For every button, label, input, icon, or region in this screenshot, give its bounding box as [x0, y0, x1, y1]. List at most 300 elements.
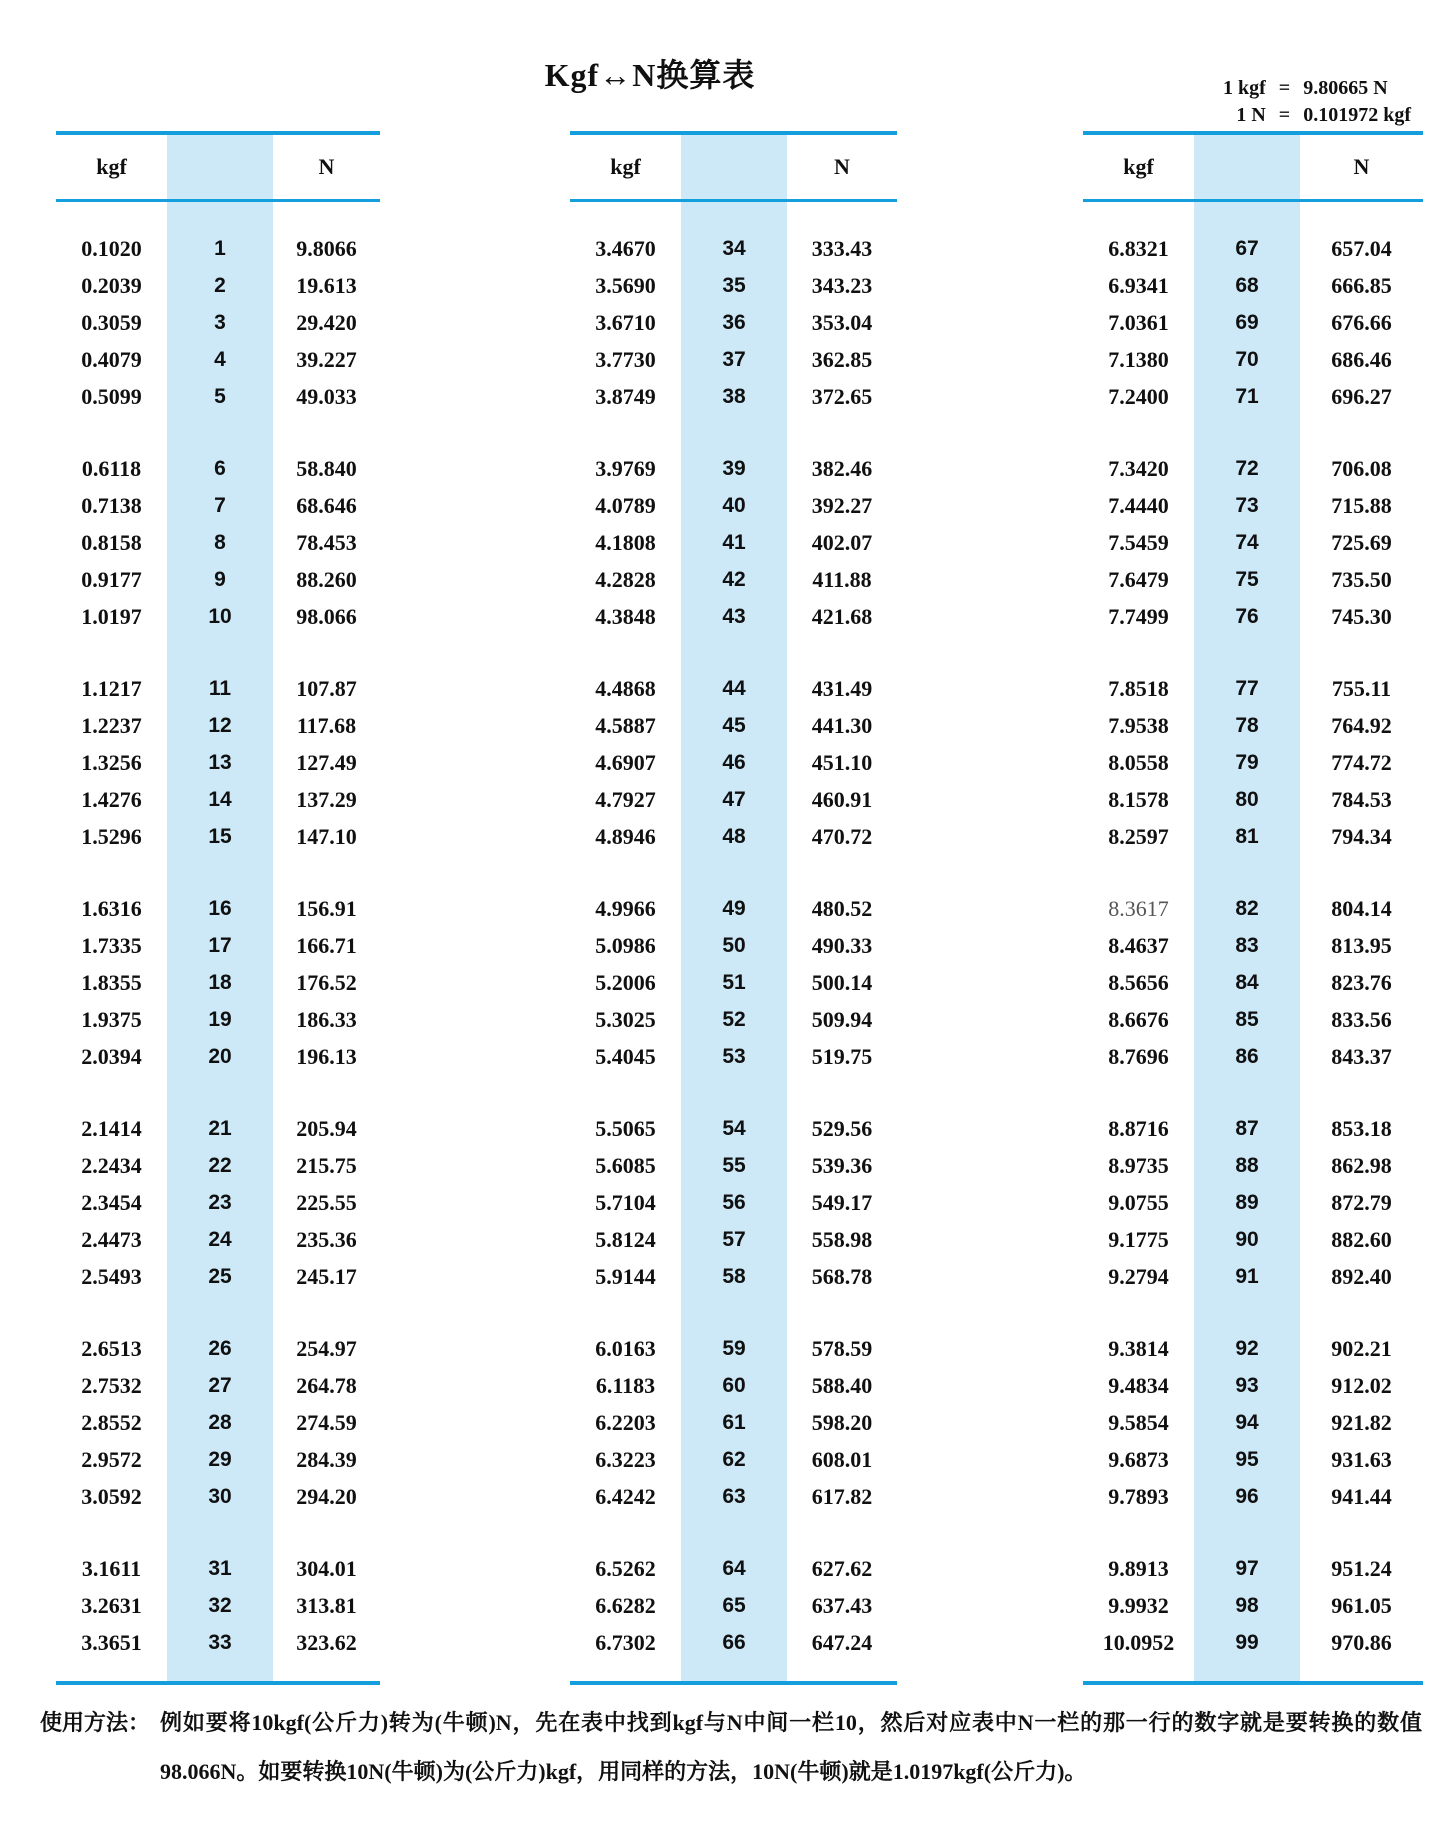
table-row [570, 1624, 897, 1661]
row-index: 98 [1235, 1593, 1259, 1617]
kgf-value: 2.5493 [81, 1263, 142, 1289]
newton-value: 372.65 [811, 383, 873, 409]
kgf-value: 1.8355 [81, 969, 142, 995]
table-row [1083, 927, 1423, 964]
row-index: 34 [722, 236, 746, 260]
kgf-value: 7.1380 [1108, 346, 1169, 372]
note-1-lhs: 1 kgf [1223, 77, 1266, 99]
newton-value: 931.63 [1331, 1446, 1392, 1472]
row-index: 49 [722, 896, 746, 920]
kgf-value: 8.8716 [1108, 1115, 1169, 1141]
kgf-value: 7.2400 [1108, 383, 1169, 409]
row-index: 11 [208, 676, 232, 700]
row-index: 19 [208, 1007, 232, 1031]
row-index: 75 [1235, 567, 1259, 591]
table-row [56, 1184, 380, 1221]
kgf-value: 8.2597 [1108, 823, 1169, 849]
newton-value: 823.76 [1331, 969, 1392, 995]
kgf-value: 1.0197 [81, 603, 142, 629]
table-row [570, 1110, 897, 1147]
newton-value: 509.94 [811, 1006, 873, 1032]
table-row [570, 744, 897, 781]
row-index: 82 [1235, 896, 1259, 920]
row-index: 1 [214, 236, 226, 260]
row-index: 64 [722, 1556, 746, 1580]
conversion-notes [1223, 76, 1411, 128]
newton-value: 137.29 [296, 786, 357, 812]
kgf-value: 0.1020 [81, 235, 142, 261]
newton-value: 804.14 [1331, 895, 1392, 921]
newton-value: 725.69 [1331, 529, 1392, 555]
table-row [570, 1330, 897, 1367]
kgf-value: 8.7696 [1108, 1043, 1169, 1069]
table-row [56, 1110, 380, 1147]
kgf-value: 0.7138 [81, 492, 142, 518]
kgf-value: 4.1808 [595, 529, 656, 555]
table-header-row [570, 135, 897, 202]
row-index: 56 [722, 1190, 746, 1214]
row-index: 71 [1235, 384, 1259, 408]
table-row [1083, 1441, 1423, 1478]
kgf-value: 2.1414 [81, 1115, 142, 1141]
newton-value: 147.10 [296, 823, 357, 849]
newton-value: 568.78 [811, 1263, 873, 1289]
kgf-value: 1.3256 [81, 749, 142, 775]
table-row [1083, 341, 1423, 378]
newton-value: 843.37 [1331, 1043, 1392, 1069]
newton-value: 774.72 [1331, 749, 1392, 775]
kgf-value: 4.2828 [595, 566, 656, 592]
kgf-value: 1.6316 [81, 895, 142, 921]
row-index: 91 [1235, 1264, 1259, 1288]
row-index: 39 [722, 456, 746, 480]
kgf-value: 6.1183 [595, 1372, 656, 1398]
conversion-table-1 [56, 131, 380, 1685]
kgf-value: 4.7927 [595, 786, 656, 812]
table-row [570, 304, 897, 341]
newton-value: 254.97 [296, 1335, 357, 1361]
row-index: 62 [722, 1447, 746, 1471]
kgf-value: 7.3420 [1108, 455, 1169, 481]
table-row [56, 1478, 380, 1515]
table-row [1083, 1330, 1423, 1367]
newton-value: 323.62 [296, 1629, 357, 1655]
conversion-table-3 [1083, 131, 1423, 1685]
kgf-value: 2.9572 [81, 1446, 142, 1472]
kgf-value: 7.9538 [1108, 712, 1169, 738]
kgf-value: 9.1775 [1108, 1226, 1169, 1252]
kgf-value: 6.2203 [595, 1409, 656, 1435]
kgf-value: 9.9932 [1108, 1592, 1169, 1618]
table-row [570, 1147, 897, 1184]
newton-value: 196.13 [296, 1043, 357, 1069]
newton-value: 686.46 [1331, 346, 1392, 372]
row-index: 21 [208, 1116, 232, 1140]
kgf-value: 4.5887 [595, 712, 656, 738]
table-row [570, 1404, 897, 1441]
kgf-value: 6.7302 [595, 1629, 656, 1655]
table-row [570, 1184, 897, 1221]
kgf-value: 1.1217 [81, 675, 142, 701]
row-index: 33 [208, 1630, 232, 1654]
table-row [56, 267, 380, 304]
table-row [1083, 267, 1423, 304]
row-index: 25 [208, 1264, 232, 1288]
row-index: 22 [208, 1153, 232, 1177]
row-index: 90 [1235, 1227, 1259, 1251]
row-index: 55 [722, 1153, 746, 1177]
newton-value: 284.39 [296, 1446, 357, 1472]
newton-value: 833.56 [1331, 1006, 1392, 1032]
kgf-value: 2.4473 [81, 1226, 142, 1252]
table-row [56, 561, 380, 598]
table-row [1083, 524, 1423, 561]
note-2-equals: = [1278, 104, 1291, 126]
row-index: 4 [214, 347, 226, 371]
newton-value: 784.53 [1331, 786, 1392, 812]
conversion-tables [56, 131, 1423, 1685]
table-row [56, 524, 380, 561]
row-index: 79 [1235, 750, 1259, 774]
row-index: 99 [1235, 1630, 1259, 1654]
newton-value: 696.27 [1331, 383, 1392, 409]
table-row [56, 450, 380, 487]
newton-value: 333.43 [811, 235, 873, 261]
newton-value: 666.85 [1331, 272, 1392, 298]
row-index: 50 [722, 933, 746, 957]
table-row [570, 927, 897, 964]
row-index: 5 [214, 384, 226, 408]
newton-value: 49.033 [296, 383, 357, 409]
kgf-value: 3.4670 [595, 235, 656, 261]
kgf-value: 4.8946 [595, 823, 656, 849]
table-row [1083, 1110, 1423, 1147]
row-index: 92 [1235, 1336, 1259, 1360]
row-index: 96 [1235, 1484, 1259, 1508]
table-row [570, 487, 897, 524]
newton-value: 225.55 [296, 1189, 357, 1215]
newton-value: 558.98 [811, 1226, 873, 1252]
row-index: 7 [214, 493, 226, 517]
row-index: 60 [722, 1373, 746, 1397]
row-index: 32 [208, 1593, 232, 1617]
kgf-value: 5.3025 [595, 1006, 656, 1032]
kgf-value: 9.2794 [1108, 1263, 1169, 1289]
kgf-column-header: kgf [96, 154, 127, 179]
kgf-value: 8.1578 [1108, 786, 1169, 812]
kgf-value: 8.3617 [1108, 895, 1169, 921]
newton-value: 706.08 [1331, 455, 1392, 481]
table-row [1083, 781, 1423, 818]
newton-value: 961.05 [1331, 1592, 1392, 1618]
kgf-value: 1.5296 [81, 823, 142, 849]
table-row [570, 1441, 897, 1478]
table-row [1083, 561, 1423, 598]
kgf-value: 7.8518 [1108, 675, 1169, 701]
kgf-value: 6.3223 [595, 1446, 656, 1472]
table-row [56, 1221, 380, 1258]
table-row [1083, 1221, 1423, 1258]
table-row [570, 267, 897, 304]
table-row [1083, 1038, 1423, 1075]
usage-note-label: 使用方法： [40, 1710, 151, 1735]
row-index: 27 [208, 1373, 232, 1397]
row-index: 78 [1235, 713, 1259, 737]
row-index: 52 [722, 1007, 746, 1031]
kgf-value: 6.0163 [595, 1335, 656, 1361]
kgf-value: 4.3848 [595, 603, 656, 629]
kgf-value: 8.6676 [1108, 1006, 1169, 1032]
table-row [1083, 1624, 1423, 1661]
newton-value: 519.75 [811, 1043, 873, 1069]
conversion-table-2 [570, 131, 897, 1685]
table-row [1083, 487, 1423, 524]
row-index: 8 [214, 530, 226, 554]
kgf-value: 3.2631 [81, 1592, 142, 1618]
row-index: 87 [1235, 1116, 1259, 1140]
usage-note [40, 1698, 1422, 1796]
kgf-value: 8.5656 [1108, 969, 1169, 995]
table-row [570, 670, 897, 707]
table-row [570, 818, 897, 855]
newton-value: 29.420 [296, 309, 357, 335]
kgf-value: 0.5099 [81, 383, 142, 409]
note-1-rhs: 9.80665 N [1303, 77, 1388, 99]
table-row [1083, 1550, 1423, 1587]
row-index: 42 [722, 567, 746, 591]
row-index: 85 [1235, 1007, 1259, 1031]
table-row [570, 781, 897, 818]
newton-value: 431.49 [811, 675, 873, 701]
table-row [570, 1478, 897, 1515]
table-row [56, 1587, 380, 1624]
newton-value: 205.94 [296, 1115, 357, 1141]
table-row [56, 230, 380, 267]
kgf-value: 2.6513 [81, 1335, 142, 1361]
row-index: 47 [722, 787, 746, 811]
table-row [570, 1367, 897, 1404]
table-row [1083, 1258, 1423, 1295]
table-row [56, 341, 380, 378]
newton-value: 921.82 [1331, 1409, 1392, 1435]
newton-value: 647.24 [811, 1629, 873, 1655]
page-title: Kgf↔N换算表 [544, 57, 756, 93]
newton-value: 872.79 [1331, 1189, 1392, 1215]
table-row [56, 781, 380, 818]
row-index: 23 [208, 1190, 232, 1214]
table-body [56, 202, 380, 1681]
table-row [56, 707, 380, 744]
kgf-value: 3.6710 [595, 309, 656, 335]
row-index: 72 [1235, 456, 1259, 480]
kgf-value: 4.0789 [595, 492, 656, 518]
newton-value: 441.30 [811, 712, 873, 738]
newton-value: 421.68 [811, 603, 873, 629]
kgf-value: 6.6282 [595, 1592, 656, 1618]
kgf-value: 3.1611 [81, 1555, 142, 1581]
usage-note-text: 例如要将10kgf(公斤力)转为(牛顿)N，先在表中找到kgf与N中间一栏10，然后对应表中N一栏的那一行的数字就是要转换的数值98.066N。如要转换10N(牛顿)为(公斤力)kgf，用同样的方法，10N(牛顿)就是1.0197kgf(公斤力)。 [160, 1710, 1422, 1784]
row-index: 2 [214, 273, 226, 297]
row-index: 95 [1235, 1447, 1259, 1471]
table-row [570, 707, 897, 744]
row-index: 15 [208, 824, 232, 848]
row-index: 67 [1235, 236, 1259, 260]
table-row [570, 598, 897, 635]
row-index: 9 [214, 567, 226, 591]
newton-value: 451.10 [811, 749, 873, 775]
kgf-value: 1.9375 [81, 1006, 142, 1032]
row-index: 17 [208, 933, 232, 957]
table-row [570, 1221, 897, 1258]
table-row [570, 1587, 897, 1624]
table-row [56, 1330, 380, 1367]
row-index: 63 [722, 1484, 746, 1508]
kgf-value: 2.3454 [81, 1189, 142, 1215]
kgf-value: 4.4868 [595, 675, 656, 701]
kgf-value: 4.6907 [595, 749, 656, 775]
newton-value: 460.91 [811, 786, 873, 812]
kgf-column-header: kgf [1123, 154, 1154, 179]
row-index: 83 [1235, 933, 1259, 957]
row-index: 24 [208, 1227, 232, 1251]
row-index: 18 [208, 970, 232, 994]
table-row [1083, 1001, 1423, 1038]
kgf-value: 6.5262 [595, 1555, 656, 1581]
table-row [570, 1038, 897, 1075]
row-index: 14 [208, 787, 232, 811]
newton-value: 745.30 [1331, 603, 1392, 629]
kgf-value: 5.0986 [595, 932, 656, 958]
newton-value: 588.40 [811, 1372, 873, 1398]
newton-value: 107.87 [296, 675, 357, 701]
table-row [1083, 964, 1423, 1001]
newton-value: 9.8066 [296, 235, 357, 261]
newton-value: 598.20 [811, 1409, 873, 1435]
table-header-row [1083, 135, 1423, 202]
table-row [56, 1624, 380, 1661]
row-index: 38 [722, 384, 746, 408]
row-index: 68 [1235, 273, 1259, 297]
newton-value: 627.62 [811, 1555, 873, 1581]
row-index: 3 [214, 310, 226, 334]
newton-value: 578.59 [811, 1335, 873, 1361]
table-body [570, 202, 897, 1681]
row-index: 61 [722, 1410, 746, 1434]
newton-value: 480.52 [811, 895, 873, 921]
table-row [570, 964, 897, 1001]
row-index: 35 [722, 273, 746, 297]
newton-value: 549.17 [811, 1189, 873, 1215]
row-index: 29 [208, 1447, 232, 1471]
row-index: 45 [722, 713, 746, 737]
kgf-value: 4.9966 [595, 895, 656, 921]
newton-value: 245.17 [296, 1263, 357, 1289]
newton-value: 676.66 [1331, 309, 1392, 335]
newton-value: 186.33 [296, 1006, 357, 1032]
kgf-value: 9.6873 [1108, 1446, 1169, 1472]
kgf-value: 1.7335 [81, 932, 142, 958]
newton-value: 902.21 [1331, 1335, 1392, 1361]
newton-value: 176.52 [296, 969, 357, 995]
newton-value: 951.24 [1331, 1555, 1392, 1581]
newton-value: 411.88 [812, 566, 872, 592]
row-index: 88 [1235, 1153, 1259, 1177]
kgf-value: 9.0755 [1108, 1189, 1169, 1215]
table-row [1083, 1367, 1423, 1404]
row-index: 13 [208, 750, 232, 774]
row-index: 65 [722, 1593, 746, 1617]
table-row [56, 487, 380, 524]
row-index: 84 [1235, 970, 1259, 994]
row-index: 57 [722, 1227, 746, 1251]
table-row [570, 1258, 897, 1295]
kgf-value: 9.5854 [1108, 1409, 1169, 1435]
newton-value: 362.85 [811, 346, 873, 372]
kgf-value: 5.2006 [595, 969, 656, 995]
table-row [1083, 707, 1423, 744]
row-index: 37 [722, 347, 746, 371]
row-index: 93 [1235, 1373, 1259, 1397]
kgf-value: 2.2434 [81, 1152, 142, 1178]
table-row [1083, 1587, 1423, 1624]
newton-value: 343.23 [811, 272, 873, 298]
row-index: 43 [722, 604, 746, 628]
row-index: 58 [722, 1264, 746, 1288]
row-index: 77 [1235, 676, 1259, 700]
row-index: 31 [208, 1556, 232, 1580]
row-index: 6 [214, 456, 226, 480]
newton-value: 813.95 [1331, 932, 1392, 958]
kgf-column-header: kgf [610, 154, 641, 179]
newton-value: 941.44 [1331, 1483, 1392, 1509]
newton-value: 294.20 [296, 1483, 357, 1509]
kgf-value: 8.0558 [1108, 749, 1169, 775]
table-row [1083, 1147, 1423, 1184]
row-index: 40 [722, 493, 746, 517]
table-row [570, 378, 897, 415]
kgf-value: 3.9769 [595, 455, 656, 481]
newton-value: 313.81 [296, 1592, 357, 1618]
newton-value: 892.40 [1331, 1263, 1392, 1289]
note-2-rhs: 0.101972 kgf [1303, 104, 1411, 126]
kgf-value: 10.0952 [1102, 1629, 1175, 1655]
table-row [1083, 378, 1423, 415]
table-row [1083, 818, 1423, 855]
row-index: 16 [208, 896, 232, 920]
kgf-value: 9.3814 [1108, 1335, 1169, 1361]
table-row [56, 378, 380, 415]
row-index: 51 [722, 970, 746, 994]
row-index: 73 [1235, 493, 1259, 517]
table-row [56, 598, 380, 635]
row-index: 12 [208, 713, 232, 737]
table-row [56, 744, 380, 781]
newton-value: 235.36 [296, 1226, 357, 1252]
note-2-lhs: 1 N [1236, 104, 1266, 126]
table-row [1083, 304, 1423, 341]
row-index: 10 [208, 604, 232, 628]
newton-value: 617.82 [811, 1483, 873, 1509]
kgf-value: 2.7532 [81, 1372, 142, 1398]
kgf-value: 7.0361 [1108, 309, 1169, 335]
newton-value: 264.78 [296, 1372, 357, 1398]
row-index: 26 [208, 1336, 232, 1360]
table-row [1083, 890, 1423, 927]
table-row [570, 561, 897, 598]
table-row [56, 670, 380, 707]
table-row [56, 927, 380, 964]
row-index: 70 [1235, 347, 1259, 371]
